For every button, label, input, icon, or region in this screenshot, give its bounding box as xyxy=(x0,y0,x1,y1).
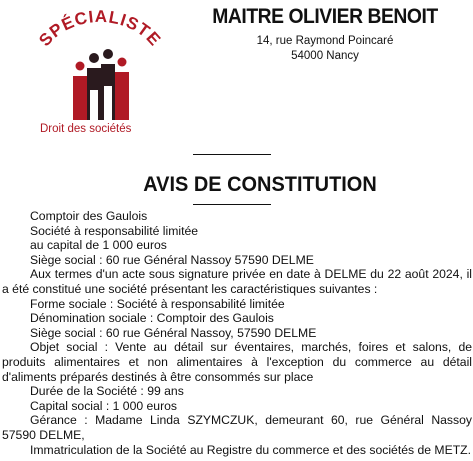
denomination-sociale: Dénomination sociale : Comptoir des Gaulois xyxy=(30,311,274,326)
siege-social: Siège social : 60 rue Général Nassoy, 57590 DELME xyxy=(30,325,317,340)
logo-graphic xyxy=(28,6,178,126)
notice-body xyxy=(2,209,472,457)
immatriculation: Immatriculation de la Société au Registre du commerce et des sociétés de METZ. xyxy=(30,442,471,457)
forme-sociale: Forme sociale : Société à responsabilité limitée xyxy=(30,296,285,311)
svg-text:SPÉCIALISTE xyxy=(35,7,165,50)
logo-figures xyxy=(73,49,129,120)
logo-caption: Droit des sociétés xyxy=(40,123,132,135)
gerance-paragraph xyxy=(2,413,472,442)
capital-social: Capital social : 1 000 euros xyxy=(30,398,178,413)
address-line-2: 54000 Nancy xyxy=(291,50,359,62)
objet-social: Objet social : Vente au détail sur éventaires, marchés, foires et salons, de produits alimentaires et non alimentaires à l'exception du commerce au détail d'aliments préparés destinés à être consommés sur place xyxy=(2,340,472,384)
notary-name: MAITRE OLIVIER BENOIT xyxy=(212,5,438,28)
intro-text: Aux termes d'un acte sous signature privée en date à DELME du 22 août 2024, il a été constitué une société présentant les caractéristiques suivantes : xyxy=(2,267,472,296)
logo-brand-text: SPÉCIALISTE xyxy=(35,6,165,50)
specialiste-logo xyxy=(28,6,178,141)
gerance: Gérance : Madame Linda SZYMCZUK, demeurant 60, rue Général Nassoy 57590 DELME, xyxy=(2,413,472,442)
divider-bottom xyxy=(193,204,271,205)
notice-title: AVIS DE CONSTITUTION xyxy=(143,173,377,196)
divider-top xyxy=(193,154,271,155)
address-line-1: 14, rue Raymond Poincaré xyxy=(256,35,394,47)
company-form: Société à responsabilité limitée xyxy=(30,223,199,238)
objet-paragraph xyxy=(2,340,472,384)
company-name: Comptoir des Gaulois xyxy=(30,209,148,223)
intro-paragraph xyxy=(2,267,472,296)
company-capital: au capital de 1 000 euros xyxy=(30,238,167,253)
duree: Durée de la Société : 99 ans xyxy=(30,384,184,399)
company-seat: Siège social : 60 rue Général Nassoy 57590 DELME xyxy=(30,252,314,267)
